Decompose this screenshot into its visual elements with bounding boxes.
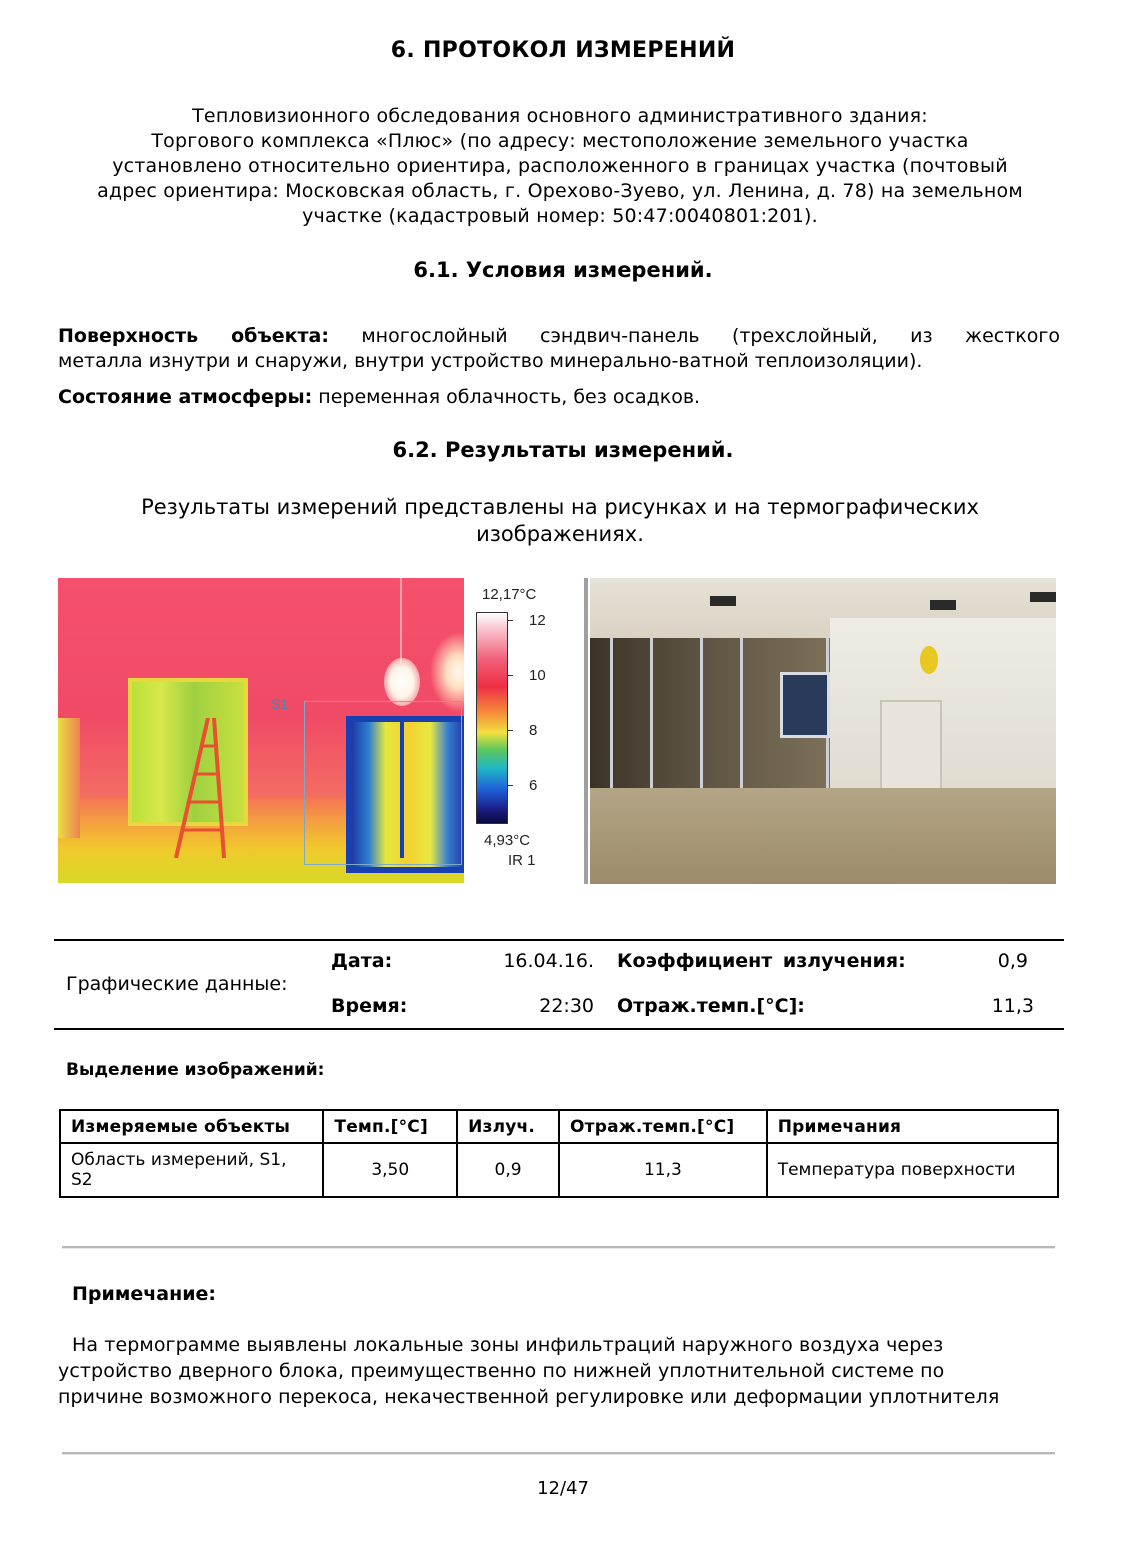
intro-line: Торгового комплекса «Плюс» (по адресу: местоположение земельного участка bbox=[151, 130, 969, 152]
intro-line: установлено относительно ориентира, расположенного в границах участка (почтовый bbox=[112, 155, 1008, 177]
table-cell-emissivity: 0,9 bbox=[457, 1143, 559, 1197]
scale-tick bbox=[507, 785, 513, 786]
thermogram-roi-box bbox=[304, 701, 462, 865]
scale-max-label: 12,17°C bbox=[482, 586, 537, 603]
results-intro-line: изображениях. bbox=[476, 522, 644, 546]
page-title: 6. ПРОТОКОЛ ИЗМЕРЕНИЙ bbox=[390, 38, 736, 63]
thermogram-left-edge bbox=[58, 718, 80, 838]
visual-photo bbox=[590, 578, 1056, 884]
table-header-cell: Излуч. bbox=[457, 1110, 559, 1143]
selection-title: Выделение изображений: bbox=[66, 1060, 325, 1080]
note-line: На термограмме выявлены локальные зоны инфильтраций наружного воздуха через bbox=[72, 1334, 944, 1356]
table-header-cell: Отраж.темп.[°C] bbox=[559, 1110, 767, 1143]
divider bbox=[62, 1246, 1055, 1249]
table-header-cell: Измеряемые объекты bbox=[60, 1110, 323, 1143]
atmosphere-label: Состояние атмосферы: bbox=[58, 386, 313, 408]
table-header-cell: Примечания bbox=[767, 1110, 1058, 1143]
photo-ceiling-vent bbox=[1030, 592, 1056, 602]
selection-table bbox=[59, 1109, 1059, 1198]
photo-frame-post bbox=[700, 638, 703, 798]
photo-wall bbox=[830, 618, 1056, 788]
note-line: причине возможного перекоса, некачественной регулировке или деформации уплотнителя bbox=[58, 1386, 1000, 1408]
surface-text: многослойный сэндвич-панель (трехслойный, из жесткого bbox=[328, 325, 1060, 347]
page-number: 12/47 bbox=[537, 1478, 589, 1499]
time-label: Время: bbox=[331, 995, 408, 1017]
photo-frame-post bbox=[610, 638, 613, 798]
thermogram-image bbox=[58, 578, 464, 883]
reflected-temp-value: 11,3 bbox=[991, 995, 1034, 1017]
atmosphere-paragraph bbox=[58, 385, 1060, 410]
color-scale-bar bbox=[476, 612, 508, 824]
atmosphere-text: переменная облачность, без осадков. bbox=[312, 386, 701, 408]
photo-lamp bbox=[920, 646, 938, 674]
date-label: Дата: bbox=[331, 950, 393, 972]
results-intro-line: Результаты измерений представлены на рисунках и на термографических bbox=[141, 495, 979, 519]
date-value: 16.04.16. bbox=[503, 950, 594, 972]
surface-label: Поверхность объекта: bbox=[58, 325, 329, 347]
photo-ceiling-vent bbox=[710, 596, 736, 606]
intro-paragraph bbox=[58, 104, 1062, 229]
reflected-temp-label: Отраж.темп.[°C]: bbox=[617, 995, 805, 1017]
thermogram-roi-label: S1 bbox=[271, 696, 289, 712]
scale-name-label: IR 1 bbox=[508, 852, 536, 869]
scale-min-label: 4,93°C bbox=[484, 832, 531, 849]
image-divider bbox=[584, 578, 588, 884]
table-header-cell: Темп.[°C] bbox=[323, 1110, 457, 1143]
photo-frame-post bbox=[740, 638, 743, 798]
table-cell-object: Область измерений, S1, S2 bbox=[60, 1143, 323, 1197]
note-line: устройство дверного блока, преимущественно по нижней уплотнительной системе по bbox=[58, 1360, 945, 1382]
surface-line: металла изнутри и снаружи, внутри устройство минерально-ватной теплоизоляции). bbox=[58, 350, 923, 372]
surface-paragraph bbox=[58, 324, 1060, 374]
thermogram-lamp bbox=[384, 658, 420, 706]
surface-line bbox=[58, 324, 1060, 349]
table-header-row bbox=[60, 1110, 1058, 1143]
scale-tick-label: 12 bbox=[529, 612, 546, 629]
time-value: 22:30 bbox=[539, 995, 594, 1017]
scale-tick bbox=[507, 620, 513, 621]
photo-ceiling-vent bbox=[930, 600, 956, 610]
thermogram-lamp-wire bbox=[400, 578, 402, 663]
scale-tick-label: 6 bbox=[529, 777, 538, 794]
emissivity-label: Коэффициент излучения: bbox=[617, 950, 906, 972]
scale-tick-label: 8 bbox=[529, 722, 538, 739]
photo-floor bbox=[590, 788, 1056, 884]
scale-tick bbox=[507, 730, 513, 731]
data-bottom-rule bbox=[54, 1028, 1064, 1030]
table-cell-notes: Температура поверхности bbox=[767, 1143, 1058, 1197]
emissivity-value: 0,9 bbox=[997, 950, 1028, 972]
divider bbox=[62, 1452, 1055, 1455]
scale-tick bbox=[507, 675, 513, 676]
note-paragraph bbox=[58, 1332, 1068, 1410]
table-row bbox=[60, 1143, 1058, 1197]
section-heading-results: 6.2. Результаты измерений. bbox=[392, 438, 734, 462]
section-heading-conditions: 6.1. Условия измерений. bbox=[413, 258, 713, 282]
table-cell-reflected: 11,3 bbox=[559, 1143, 767, 1197]
table-cell-temp: 3,50 bbox=[323, 1143, 457, 1197]
note-title: Примечание: bbox=[72, 1283, 217, 1305]
photo-window bbox=[780, 672, 830, 738]
scale-tick-label: 10 bbox=[529, 667, 546, 684]
intro-line: Тепловизионного обследования основного административного здания: bbox=[192, 105, 928, 127]
results-intro bbox=[58, 494, 1062, 548]
photo-frame-post bbox=[650, 638, 653, 798]
thermogram-ladder bbox=[168, 718, 228, 858]
intro-line: участке (кадастровый номер: 50:47:0040801:201). bbox=[302, 205, 818, 227]
color-scale-ticks bbox=[507, 612, 547, 822]
data-top-rule bbox=[54, 939, 1064, 941]
graphic-data-label: Графические данные: bbox=[66, 973, 288, 995]
intro-line: адрес ориентира: Московская область, г. Орехово-Зуево, ул. Ленина, д. 78) на земельном bbox=[97, 180, 1023, 202]
